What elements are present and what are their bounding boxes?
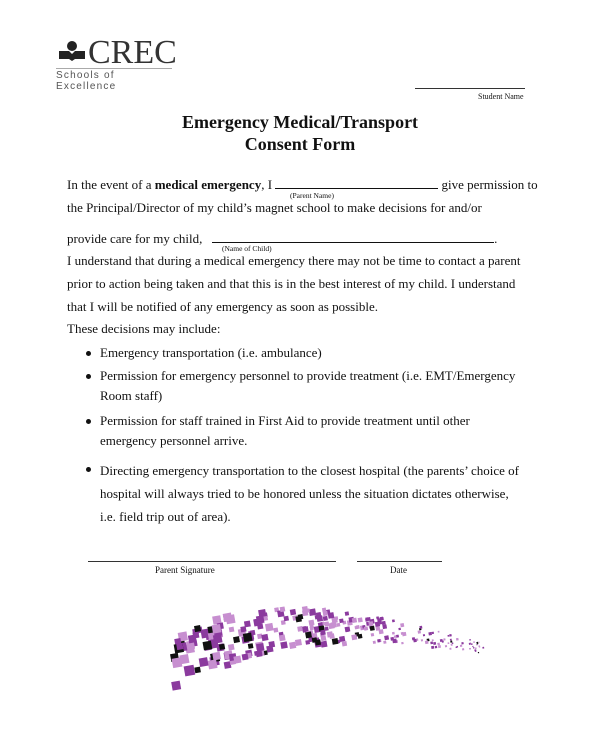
decorative-square	[268, 641, 275, 648]
decorative-square	[479, 647, 480, 648]
decorative-square	[290, 609, 296, 615]
decorative-square	[194, 667, 201, 674]
decorative-square	[280, 606, 286, 612]
paragraph-line-3: provide care for my child, .	[67, 231, 498, 246]
date-line[interactable]	[357, 561, 442, 562]
bullet-icon	[86, 419, 91, 424]
decorative-square	[240, 626, 246, 632]
paragraph-2-line: prior to action being taken and that this is in the best interest of my child. I understand	[67, 276, 516, 291]
decorative-square	[368, 621, 373, 626]
decorative-square	[199, 657, 209, 667]
bullet-item: Directing emergency transportation to the closest hospital (the parents’ choice of hospital will always tried to be honored unless the situation dictates otherwise, i.e. field trip out of area).	[100, 459, 519, 528]
decorative-square	[302, 606, 308, 612]
decorative-square	[432, 632, 435, 635]
decorative-square	[172, 657, 183, 668]
decorative-square	[365, 619, 368, 622]
decorative-square	[478, 652, 479, 653]
decorative-square	[469, 639, 471, 641]
decorative-square	[430, 641, 433, 644]
decorative-square	[412, 637, 415, 640]
bullet-item: Emergency transportation (i.e. ambulance)	[100, 345, 322, 361]
decorative-square	[233, 656, 241, 664]
decorative-square	[428, 632, 432, 636]
decorative-square	[295, 616, 302, 623]
decorative-square	[435, 646, 438, 649]
decorative-square	[339, 636, 343, 640]
decorative-square	[295, 639, 302, 646]
decorative-square	[323, 616, 328, 621]
decorative-square	[460, 645, 462, 647]
decorative-square	[375, 621, 380, 626]
decorative-square	[305, 632, 312, 639]
decorative-square	[383, 641, 386, 644]
decorative-square	[461, 642, 463, 644]
decorative-square	[342, 641, 347, 646]
decorative-square	[475, 647, 477, 649]
decorative-square	[194, 625, 201, 632]
decorative-square	[450, 641, 452, 643]
decorative-square	[336, 623, 340, 627]
decorative-square	[203, 641, 213, 651]
decorative-square	[392, 619, 395, 622]
decorative-square	[472, 646, 473, 647]
decorative-square	[475, 651, 476, 652]
decorative-square	[242, 654, 249, 661]
decorative-square	[243, 632, 253, 642]
bullet-icon	[86, 467, 91, 472]
paragraph-line-1: In the event of a medical emergency, I give permission to	[67, 177, 538, 192]
decorative-square	[482, 647, 484, 649]
decorative-square	[437, 643, 440, 646]
decorative-square	[261, 634, 268, 641]
decorative-square	[358, 634, 363, 639]
decorative-square	[171, 681, 181, 691]
decorative-square	[438, 645, 441, 648]
decorative-square	[473, 641, 475, 643]
decorative-square	[352, 618, 357, 623]
decorative-square	[462, 648, 464, 650]
decorative-square	[315, 639, 321, 645]
decorative-square	[364, 626, 368, 630]
decorative-square	[184, 665, 196, 677]
decorative-square	[192, 632, 199, 639]
decorative-square	[473, 647, 475, 649]
parent-signature-line[interactable]	[88, 561, 336, 562]
decorative-square	[324, 627, 328, 631]
decorative-square	[382, 624, 387, 629]
decorative-square	[402, 632, 407, 637]
decorative-square	[257, 623, 263, 629]
logo-tagline: Schools of Excellence	[56, 68, 172, 92]
decorative-square	[328, 612, 335, 619]
decorative-square	[384, 635, 389, 640]
decorative-square	[219, 644, 225, 650]
decorative-square	[283, 616, 289, 622]
decorative-square	[398, 628, 401, 631]
decorative-square	[440, 639, 443, 642]
decorative-square	[390, 637, 394, 641]
decorative-square	[320, 630, 326, 636]
decorative-square	[212, 624, 222, 634]
decorative-square	[476, 644, 477, 645]
decorative-square	[419, 626, 422, 629]
decorative-square	[377, 639, 380, 642]
decorative-square	[401, 642, 404, 645]
parent-name-blank[interactable]	[275, 176, 438, 189]
decorative-square	[297, 626, 303, 632]
decorative-square	[449, 648, 451, 650]
decorative-square	[418, 630, 421, 633]
decorative-square	[233, 636, 240, 643]
bullet-item: Permission for emergency personnel to provide treatment (i.e. EMT/Emergency Room staff)	[100, 368, 515, 407]
paragraph-2-line: I understand that during a medical emergency there may not be time to contact a parent	[67, 253, 521, 268]
decorative-square	[382, 621, 386, 625]
decorative-square	[376, 616, 379, 619]
form-title-line2: Consent Form	[244, 134, 356, 154]
decorative-square	[456, 646, 458, 648]
decorative-square	[443, 638, 445, 640]
decorative-square	[447, 642, 449, 644]
decorative-square	[315, 615, 320, 620]
decorative-square	[431, 646, 434, 649]
decorative-square	[358, 617, 363, 622]
decorative-square	[373, 641, 376, 644]
decorative-square	[280, 641, 288, 649]
decorative-square-wave	[150, 600, 500, 700]
decorative-square	[256, 650, 263, 657]
logo-reader-icon	[58, 40, 86, 62]
decorative-square	[273, 628, 278, 633]
crec-logo	[58, 40, 86, 62]
decorative-square	[345, 611, 349, 615]
decorative-square	[370, 626, 375, 631]
decorative-square	[345, 626, 351, 632]
bullet-icon	[86, 374, 91, 379]
parent-name-label: (Parent Name)	[290, 191, 334, 200]
decorative-square	[212, 652, 221, 661]
decorative-square	[400, 623, 404, 627]
decorative-square	[456, 638, 459, 641]
decorative-square	[228, 644, 235, 651]
logo-name: CREC	[88, 34, 177, 71]
decorative-square	[256, 643, 265, 652]
decorative-square	[308, 620, 314, 626]
decorative-square	[256, 615, 265, 624]
decorative-square	[371, 633, 375, 637]
decorative-square	[450, 639, 452, 641]
paragraph-2-line: that I will be notified of any emergency as soon as possible.	[67, 299, 378, 314]
decorative-square	[478, 642, 479, 643]
decorative-square	[213, 634, 223, 644]
date-label: Date	[390, 565, 407, 575]
decorative-square	[324, 621, 329, 626]
decorative-square	[305, 640, 310, 645]
decorative-square	[321, 635, 327, 641]
decorative-square	[248, 643, 254, 649]
decisions-intro: These decisions may include:	[67, 321, 221, 336]
decorative-square	[433, 642, 436, 645]
bullet-icon	[86, 351, 91, 356]
form-title-line1: Emergency Medical/Transport	[181, 112, 419, 132]
decorative-square	[351, 634, 357, 640]
decorative-square	[469, 648, 470, 649]
decorative-square	[394, 635, 397, 638]
decorative-square	[323, 611, 328, 616]
decorative-square	[392, 632, 395, 635]
decorative-square	[423, 634, 425, 636]
decorative-square	[229, 627, 235, 633]
decorative-square	[265, 623, 274, 632]
decorative-square	[449, 634, 452, 637]
decorative-square	[438, 631, 440, 633]
decorative-square	[432, 639, 434, 641]
child-name-blank[interactable]	[212, 230, 494, 243]
decorative-square	[279, 634, 286, 641]
decorative-square	[332, 638, 339, 645]
decorative-square	[355, 626, 359, 630]
decorative-square	[451, 644, 453, 646]
decorative-square	[469, 643, 471, 645]
decorative-square	[339, 618, 344, 623]
bullet-item: Permission for staff trained in First Aid to provide treatment until other emergency personnel arrive.	[100, 413, 470, 452]
decorative-square	[289, 642, 296, 649]
decorative-square	[329, 633, 335, 639]
decorative-square	[208, 659, 218, 669]
student-name-label: Student Name	[478, 92, 524, 101]
student-name-line	[415, 88, 525, 89]
decorative-square	[380, 617, 384, 621]
child-name-label: (Name of Child)	[222, 244, 272, 253]
decorative-square	[310, 626, 314, 630]
decorative-square	[447, 635, 449, 637]
decorative-square	[425, 640, 429, 644]
paragraph-line-2: the Principal/Director of my child’s magnet school to make decisions for and/or	[67, 200, 482, 215]
decorative-square	[321, 641, 328, 648]
parent-signature-label: Parent Signature	[155, 565, 215, 575]
decorative-square	[176, 643, 183, 650]
decorative-square	[223, 613, 233, 623]
decorative-square	[421, 639, 423, 641]
decorative-square	[445, 645, 447, 647]
